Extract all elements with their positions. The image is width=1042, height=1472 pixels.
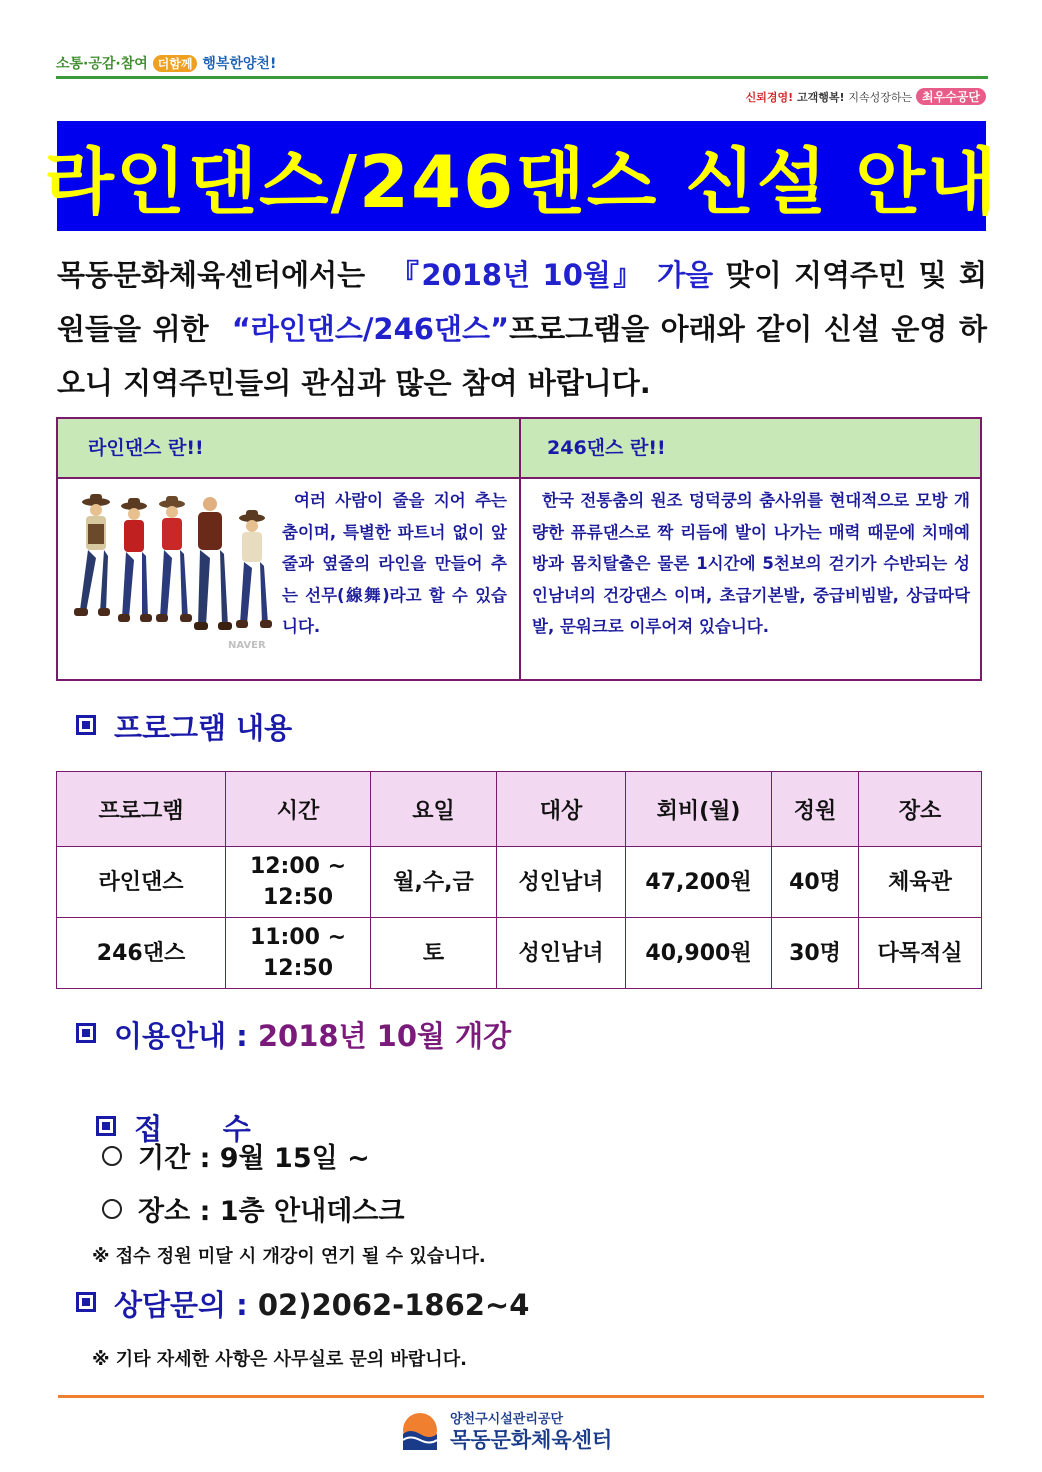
table-header-cell: 회비(월)	[626, 772, 772, 847]
slogan-text: 소통·공감·참여	[56, 56, 148, 72]
table-cell: 라인댄스	[57, 847, 226, 918]
reception-period-text: 기간 : 9월 15일 ~	[138, 1143, 370, 1174]
info-divider	[519, 419, 521, 679]
section-title: 프로그램 내용	[114, 711, 293, 745]
reception-period	[102, 1136, 370, 1175]
dancer-figure	[236, 510, 272, 628]
table-header-cell: 요일	[371, 772, 497, 847]
contact-note: ※ 기타 자세한 사항은 사무실로 문의 바랍니다.	[92, 1349, 467, 1370]
slogan-text: 양천!	[242, 56, 277, 72]
footer-org-name: 양천구시설관리공단	[450, 1412, 564, 1427]
table-cell: 40명	[772, 847, 859, 918]
table-cell: 성인남녀	[497, 918, 626, 989]
d246-description: 한국 전통춤의 원조 덩덕쿵의 춤사위를 현대적으로 모방 개량한 퓨류댄스로 짝 리듬에 발이 나가는 매력 때문에 치매예방과 몸치탈출은 물론 1시간에 5천보의 걷기가 수반되는 성인남녀의 건강댄스 이며, 초급기본발, 중급비빔발, 상급따닥발, 문워크로 이루어져 있습니다.	[532, 491, 970, 636]
dancer-figure	[194, 497, 232, 630]
table-cell: 다목적실	[859, 918, 982, 989]
dancer-figure	[118, 498, 152, 622]
contact-heading	[76, 1283, 529, 1324]
footer-divider	[58, 1395, 984, 1398]
table-cell: 40,900원	[626, 918, 772, 989]
table-header-cell: 정원	[772, 772, 859, 847]
program-table	[56, 771, 982, 989]
line-dance-description: 여러 사람이 줄을 지어 추는 춤이며, 특별한 파트너 없이 앞줄과 옆줄의 라인을 만들어 추는 선무(線舞)라고 할 수 있습니다.	[282, 491, 507, 636]
table-cell: 47,200원	[626, 847, 772, 918]
table-cell: 12:00 ~ 12:50	[226, 847, 371, 918]
table-cell: 11:00 ~ 12:50	[226, 918, 371, 989]
header-divider	[56, 76, 988, 79]
intro-paragraph	[57, 248, 987, 410]
line-dance-heading: 라인댄스 란!!	[58, 419, 519, 477]
header-slogan-right	[746, 88, 986, 105]
intro-text: 프로그램을 아래와 같이 신설 운영 하오니 지역주민들의 관심과 많은 참여 바랍니다.	[57, 312, 987, 400]
table-header-cell: 프로그램	[57, 772, 226, 847]
table-cell: 246댄스	[57, 918, 226, 989]
table-header-cell: 장소	[859, 772, 982, 847]
page-title: 라인댄스/246댄스 신설 안내	[44, 140, 999, 224]
slogan-text: 행복한	[202, 56, 243, 72]
table-cell: 성인남녀	[497, 847, 626, 918]
usage-label: 이용안내 :	[114, 1019, 248, 1053]
watermark: NAVER	[228, 640, 266, 651]
table-cell: 토	[371, 918, 497, 989]
intro-date: 『2018년 10월』	[390, 258, 645, 292]
d246-heading: 246댄스 란!!	[521, 419, 980, 477]
footer-logo-block	[400, 1408, 650, 1454]
square-bullet-icon	[76, 1292, 96, 1312]
dancer-figure	[74, 494, 110, 616]
header-slogan-left	[56, 53, 276, 73]
dancer-figure	[156, 496, 192, 622]
contact-phone: 02)2062-1862~4	[257, 1288, 530, 1322]
table-row	[57, 918, 982, 989]
intro-program: “라인댄스/246댄스”	[231, 312, 510, 346]
square-bullet-icon	[76, 1023, 96, 1043]
slogan-text: 지속성장하는	[848, 91, 913, 104]
square-bullet-icon	[96, 1116, 116, 1136]
intro-text: 맞이 지역주민 및 회원들을 위한	[57, 258, 987, 346]
table-row	[57, 847, 982, 918]
reception-note: ※ 접수 정원 미달 시 개강이 연기 될 수 있습니다.	[92, 1246, 486, 1267]
dancers-illustration	[68, 490, 278, 650]
slogan-badge: 더함께	[153, 55, 198, 72]
table-cell: 체육관	[859, 847, 982, 918]
circle-bullet-icon	[102, 1146, 122, 1166]
table-header-cell: 대상	[497, 772, 626, 847]
reception-place-text: 장소 : 1층 안내데스크	[138, 1196, 405, 1227]
slogan-text: 신뢰경영!	[745, 91, 794, 104]
square-bullet-icon	[76, 715, 96, 735]
reception-label: 접 수	[134, 1112, 251, 1146]
title-banner	[44, 121, 999, 231]
footer-center-name: 목동문화체육센터	[450, 1428, 613, 1452]
usage-heading	[76, 1014, 511, 1055]
intro-season: 가을	[657, 258, 714, 292]
program-section-heading	[76, 706, 292, 747]
reception-place	[102, 1189, 404, 1228]
usage-value: 2018년 10월 개강	[257, 1019, 512, 1053]
contact-label: 상담문의 :	[114, 1288, 248, 1322]
table-cell: 월,수,금	[371, 847, 497, 918]
circle-bullet-icon	[102, 1199, 122, 1219]
table-header-cell: 시간	[226, 772, 371, 847]
slogan-text: 고객행복!	[797, 91, 845, 104]
sun-wave-logo-icon	[400, 1410, 440, 1450]
brand-badge: 최우수공단	[916, 88, 986, 105]
table-cell: 30명	[772, 918, 859, 989]
table-header-row	[57, 772, 982, 847]
intro-text: 목동문화체육센터에서는	[57, 258, 366, 292]
